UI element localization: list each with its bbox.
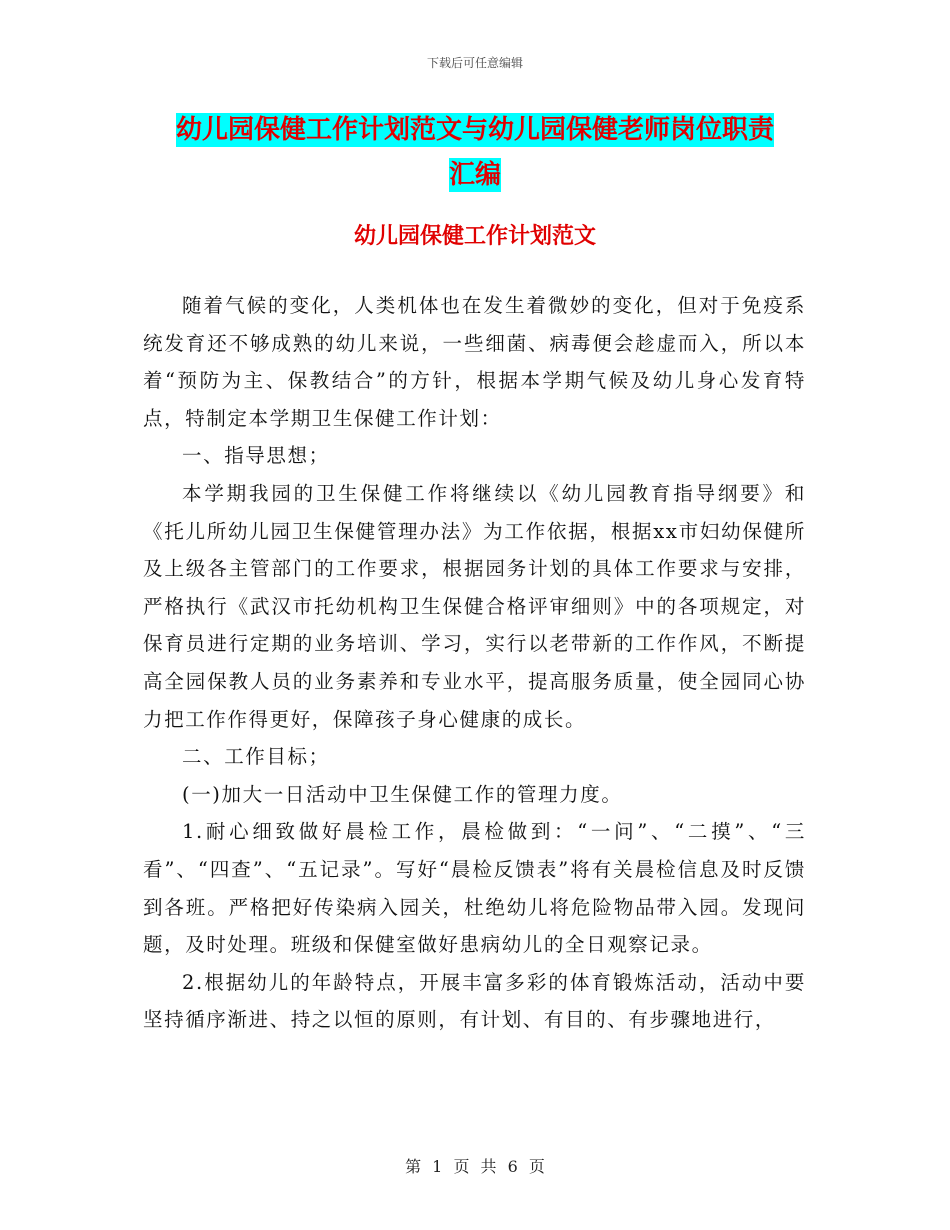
paragraph-intro: 随着气候的变化，人类机体也在发生着微妙的变化，但对于免疫系统发育还不够成熟的幼儿来说，一些细菌、病毒便会趁虚而入，所以本着“预防为主、保教结合”的方针，根据本学期气候及幼儿身心发育特点，特制定本学期卫生保健工作计划：: [143, 294, 806, 430]
paragraph-goal-1: (一)加大一日活动中卫生保健工作的管理力度。: [182, 782, 623, 806]
document-title-line-1: [140, 110, 810, 150]
paragraph-item-1: 1.耐心细致做好晨检工作，晨检做到：“一问”、“二摸”、“三看”、“四查”、“五记录”。写好“晨检反馈表”将有关晨检信息及时反馈到各班。严格把好传染病入园关，杜绝幼儿将危险物品带入园。发现问题，及时处理。班级和保健室做好患病幼儿的全日观察记录。: [143, 820, 806, 957]
paragraph-heading-goals: 二、工作目标；: [182, 745, 330, 769]
document-title-highlight-2: 汇编: [448, 160, 501, 190]
paragraph-heading-guiding-idea: 一、指导思想；: [182, 444, 330, 468]
document-title-line-2: [140, 155, 810, 195]
header-note: 下载后可任意编辑: [426, 56, 523, 70]
section-title: 幼儿园保健工作计划范文: [353, 223, 596, 249]
document-title-highlight-1: 幼儿园保健工作计划范文与幼儿园保健老师岗位职责: [175, 115, 774, 145]
page-footer: 第 1 页 共 6 页: [405, 1157, 545, 1176]
body-text: [143, 287, 806, 1039]
paragraph-guiding-idea: 本学期我园的卫生保健工作将继续以《幼儿园教育指导纲要》和《托儿所幼儿园卫生保健管理办法》为工作依据，根据xx市妇幼保健所及上级各主管部门的工作要求，根据园务计划的具体工作要求与安排，严格执行《武汉市托幼机构卫生保健合格评审细则》中的各项规定，对保育员进行定期的业务培训、学习，实行以老带新的工作作风，不断提高全园保教人员的业务素养和专业水平，提高服务质量，使全园同心协力把工作作得更好，保障孩子身心健康的成长。: [143, 481, 806, 731]
paragraph-item-2: 2.根据幼儿的年龄特点，开展丰富多彩的体育锻炼活动，活动中要坚持循序渐进、持之以恒的原则，有计划、有目的、有步骤地进行，: [143, 970, 806, 1032]
